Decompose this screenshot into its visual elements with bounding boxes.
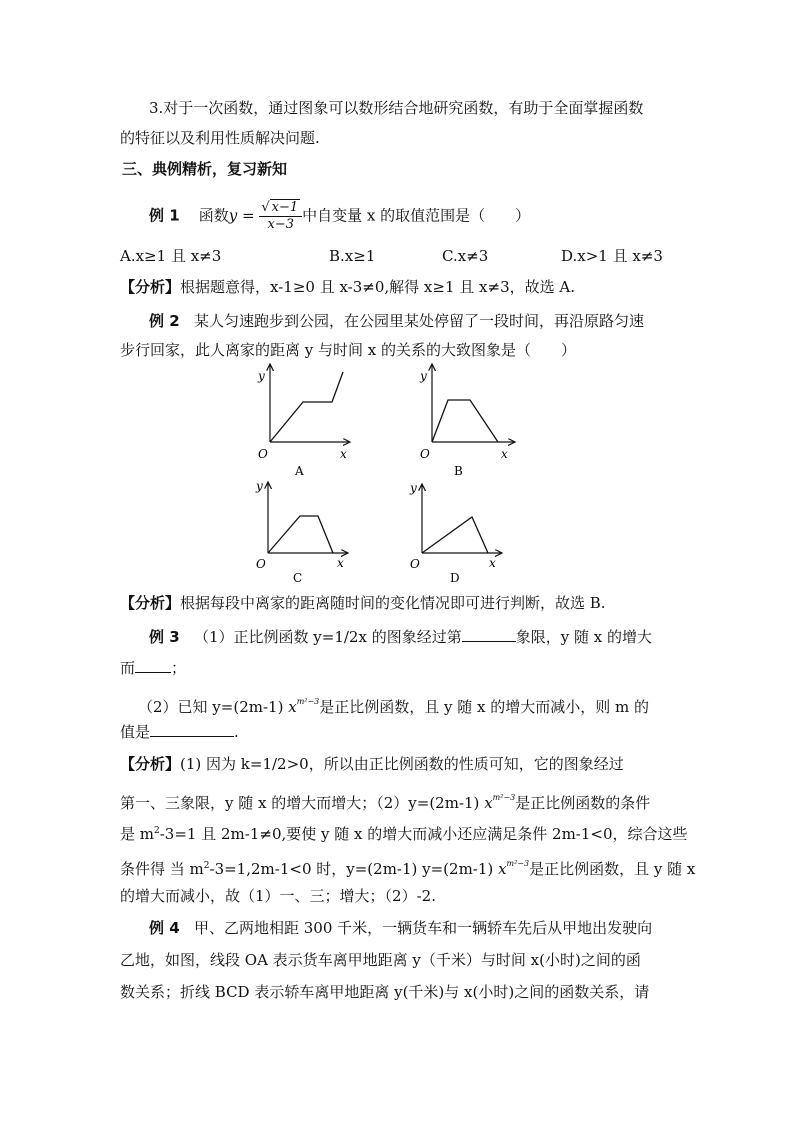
example-2-line-2: 步行回家，此人离家的距离 y 与时间 x 的关系的大致图象是（ ） (120, 341, 577, 359)
graph-c-caption: C (293, 571, 303, 585)
analysis-tag: 【分析】 (120, 755, 181, 773)
graph-b-origin: O (420, 447, 430, 461)
graph-c (255, 479, 348, 585)
analysis-text: 根据题意得，x-1≥0 且 x-3≠0,解得 x≥1 且 x≠3，故选 A. (180, 278, 575, 296)
analysis-tag: 【分析】 (120, 594, 181, 612)
analysis-text-2b: 是正比例函数的条件 (515, 794, 651, 812)
analysis-text-4b: -3=1,2m-1<0 时，y=(2m-1) y=(2m-1) (209, 860, 494, 878)
graph-a-origin: O (258, 447, 268, 461)
graph-a (257, 364, 350, 478)
example-3-label: 例 3 (149, 628, 180, 646)
example-3-q2-line-2 (120, 718, 680, 746)
graph-d-caption: D (450, 571, 460, 585)
superscript-2: 2 (154, 826, 160, 836)
example-2-graphs (240, 360, 570, 590)
fraction-denominator: x−3 (267, 217, 294, 232)
example-3-analysis-line-1 (120, 750, 680, 778)
graph-b-x-label: x (501, 447, 508, 461)
superscript-2: 2 (203, 861, 210, 871)
graph-d-y-label: y (410, 481, 417, 495)
example-3-q1-line-2 (120, 654, 680, 682)
example-3-analysis-line-2 (120, 784, 680, 817)
example-1-analysis (120, 273, 680, 301)
fraction-numerator: x−1 (271, 200, 299, 215)
intro-line-1: 3.对于一次函数，通过图象可以数形结合地研究函数，有助于全面掌握函数 (149, 99, 644, 117)
q2-text-d: . (234, 723, 239, 741)
power-exponent: m²−3 (296, 697, 320, 706)
q1-answer-blank-1[interactable] (462, 625, 516, 642)
analysis-text-3b: -3=1 且 2m-1≠0,要使 y 随 x 的增大而减小还应满足条件 2m-1<0，综合这些 (159, 825, 688, 843)
q1-text-a: （1）正比例函数 y=1/2x 的图象经过第 (193, 628, 462, 646)
example-4-line-3: 数关系；折线 BCD 表示轿车离甲地距离 y(千米)与 x(小时)之间的函数关系，请 (120, 983, 650, 1001)
analysis-text-3a: 是 m (120, 825, 154, 843)
example-3-analysis-line-3 (120, 817, 688, 848)
analysis-text-4c: 是正比例函数，且 y 随 x (529, 860, 696, 878)
power-base: x (288, 698, 297, 716)
option-a: A.x≥1 且 x≠3 (120, 247, 222, 265)
graph-c-origin: O (256, 557, 266, 571)
example-1-label: 例 1 (149, 206, 180, 225)
option-b: B.x≥1 (329, 247, 376, 265)
graph-a-x-label: x (340, 447, 347, 461)
q1-answer-blank-2[interactable] (135, 656, 171, 673)
graph-c-line (268, 516, 333, 553)
graph-b-y-label: y (420, 369, 427, 383)
example-3-analysis-line-5: 的增大而减小，故（1）一、三；增大；（2）-2. (120, 887, 436, 905)
graph-a-caption: A (295, 464, 304, 478)
example-4-label: 例 4 (149, 919, 180, 937)
graph-b-line (432, 400, 498, 442)
graph-d-x-label: x (489, 556, 496, 570)
q2-text-a: （2）已知 y=(2m-1) (138, 698, 284, 716)
function-y: y = (228, 206, 255, 225)
q2-answer-blank[interactable] (150, 720, 234, 737)
intro-line-2: 的特征以及利用性质解决问题. (120, 129, 320, 147)
example-2-line-1 (149, 307, 709, 335)
power-base: x (484, 794, 493, 812)
graph-c-y-label: y (256, 479, 263, 493)
example-4-line-2: 乙地，如图，线段 OA 表示货车离甲地距离 y（千米）与时间 x(小时)之间的函 (120, 951, 641, 969)
power-base: x (498, 860, 507, 878)
example-4-text-1: 甲、乙两地相距 300 千米，一辆货车和一辆轿车先后从甲地出发驶向 (193, 919, 653, 937)
q1-text-d: ； (171, 659, 187, 677)
example-2-analysis (120, 589, 680, 617)
graph-a-y-label: y (258, 369, 265, 383)
example-3-analysis-line-4 (120, 850, 696, 883)
graph-a-line (270, 372, 343, 442)
section-title: 三、典例精析，复习新知 (122, 160, 288, 178)
analysis-text-4a: 条件得 当 m (120, 860, 204, 878)
power-exponent: m²−3 (506, 859, 530, 868)
graph-d-line (422, 517, 488, 553)
graph-b-caption: B (454, 464, 463, 478)
q1-text-c: 而 (120, 659, 136, 677)
example-2-text-1: 某人匀速跑步到公园，在公园里某处停留了一段时间，再沿原路匀速 (193, 312, 644, 330)
example-1-post: 中自变量 x 的取值范围是（ ） (302, 206, 531, 225)
example-3-q1-line-1 (149, 623, 709, 651)
graph-d-origin: O (410, 557, 420, 571)
example-3-q2-line-1 (138, 688, 698, 721)
graph-c-x-label: x (337, 556, 344, 570)
option-c: C.x≠3 (442, 247, 489, 265)
analysis-text-2a: 第一、三象限，y 随 x 的增大而增大；（2）y=(2m-1) (120, 794, 480, 812)
analysis-text-1: (1) 因为 k=1/2>0，所以由正比例函数的性质可知，它的图象经过 (180, 755, 624, 773)
analysis-tag: 【分析】 (120, 278, 181, 296)
graph-d (409, 481, 502, 585)
q2-text-c: 值是 (120, 723, 151, 741)
example-1-options (120, 242, 680, 270)
example-2-label: 例 2 (149, 312, 180, 330)
example-1-pre: 函数 (198, 206, 229, 225)
power-exponent: m²−3 (492, 793, 516, 802)
q1-text-b: 象限，y 随 x 的增大 (515, 628, 652, 646)
example-4-line-1 (149, 914, 709, 942)
fraction: $\frac{√ x-1}{x-3}$ (259, 200, 302, 233)
analysis-text: 根据每段中离家的距离随时间的变化情况即可进行判断，故选 B. (180, 594, 606, 612)
example-1-question (149, 200, 709, 233)
option-d: D.x>1 且 x≠3 (561, 247, 663, 265)
graph-b (419, 364, 515, 478)
q2-text-b: 是正比例函数，且 y 随 x 的增大而减小，则 m 的 (319, 698, 650, 716)
